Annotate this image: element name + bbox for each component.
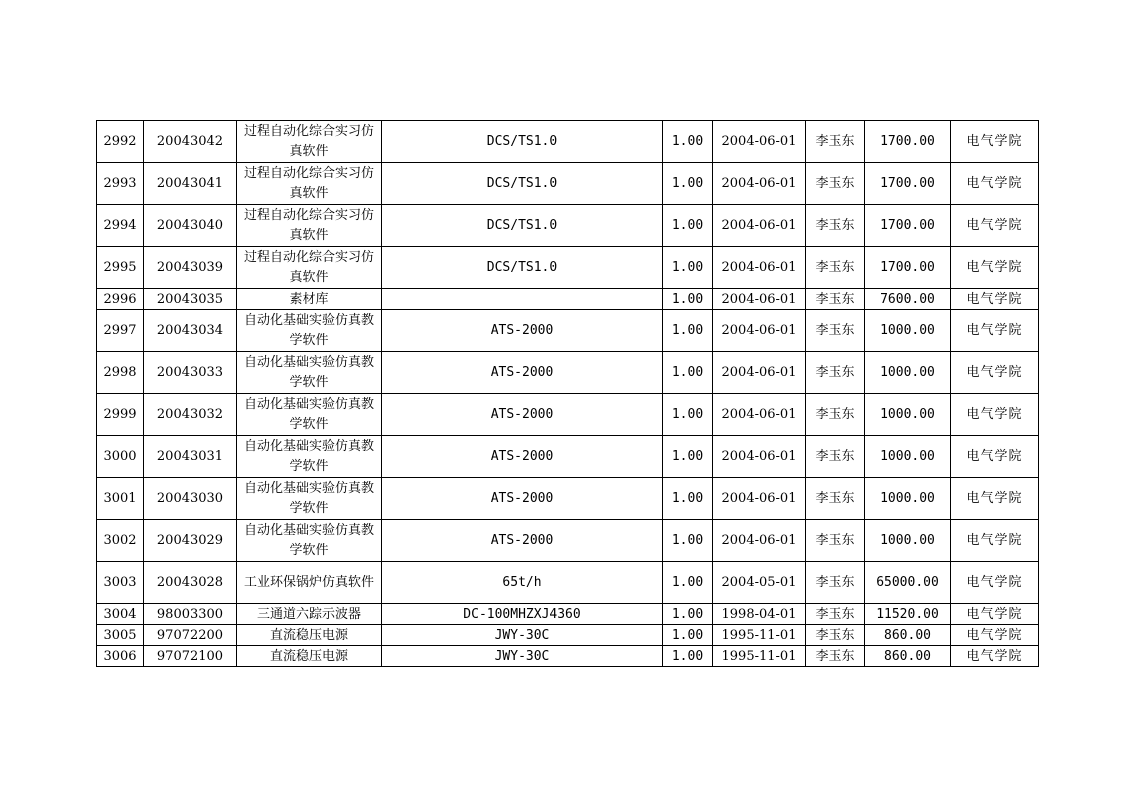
cell-serial-no: 2996 [97,289,144,310]
cell-asset-code: 20043034 [144,310,237,352]
cell-department: 电气学院 [951,394,1039,436]
cell-custodian: 李玉东 [806,520,865,562]
cell-price: 860.00 [865,625,951,646]
cell-department: 电气学院 [951,646,1039,667]
cell-quantity: 1.00 [663,163,713,205]
cell-model: DCS/TS1.0 [382,121,663,163]
cell-quantity: 1.00 [663,436,713,478]
cell-quantity: 1.00 [663,247,713,289]
cell-date: 2004-06-01 [713,163,806,205]
cell-asset-name: 自动化基础实验仿真教学软件 [237,520,382,562]
cell-price: 1700.00 [865,121,951,163]
table-body [97,121,1039,667]
table-row [97,163,1039,205]
table-row [97,646,1039,667]
cell-asset-code: 20043031 [144,436,237,478]
cell-department: 电气学院 [951,604,1039,625]
cell-serial-no: 2993 [97,163,144,205]
cell-asset-code: 97072100 [144,646,237,667]
cell-department: 电气学院 [951,562,1039,604]
cell-price: 1700.00 [865,163,951,205]
cell-model: ATS-2000 [382,478,663,520]
cell-asset-code: 20043041 [144,163,237,205]
cell-serial-no: 2997 [97,310,144,352]
cell-model: ATS-2000 [382,394,663,436]
cell-asset-name: 素材库 [237,289,382,310]
cell-date: 2004-06-01 [713,352,806,394]
cell-price: 1000.00 [865,310,951,352]
cell-date: 1998-04-01 [713,604,806,625]
cell-date: 2004-06-01 [713,478,806,520]
cell-model [382,289,663,310]
cell-price: 1000.00 [865,520,951,562]
table-row [97,205,1039,247]
cell-asset-code: 20043030 [144,478,237,520]
cell-price: 11520.00 [865,604,951,625]
cell-asset-code: 20043029 [144,520,237,562]
cell-asset-name: 自动化基础实验仿真教学软件 [237,352,382,394]
cell-custodian: 李玉东 [806,247,865,289]
cell-serial-no: 2998 [97,352,144,394]
cell-price: 1000.00 [865,478,951,520]
cell-department: 电气学院 [951,247,1039,289]
cell-department: 电气学院 [951,352,1039,394]
cell-model: ATS-2000 [382,520,663,562]
cell-model: JWY-30C [382,625,663,646]
table-row [97,247,1039,289]
cell-price: 860.00 [865,646,951,667]
cell-asset-name: 自动化基础实验仿真教学软件 [237,436,382,478]
cell-asset-name: 直流稳压电源 [237,646,382,667]
cell-asset-name: 自动化基础实验仿真教学软件 [237,478,382,520]
cell-date: 2004-05-01 [713,562,806,604]
cell-department: 电气学院 [951,205,1039,247]
cell-department: 电气学院 [951,625,1039,646]
cell-asset-name: 直流稳压电源 [237,625,382,646]
cell-department: 电气学院 [951,289,1039,310]
cell-serial-no: 3003 [97,562,144,604]
cell-custodian: 李玉东 [806,478,865,520]
cell-date: 2004-06-01 [713,310,806,352]
cell-serial-no: 2992 [97,121,144,163]
cell-price: 1000.00 [865,436,951,478]
cell-asset-name: 过程自动化综合实习仿真软件 [237,121,382,163]
cell-model: DCS/TS1.0 [382,163,663,205]
cell-model: ATS-2000 [382,310,663,352]
cell-serial-no: 3002 [97,520,144,562]
table-row [97,478,1039,520]
cell-price: 1000.00 [865,394,951,436]
cell-asset-code: 20043042 [144,121,237,163]
cell-serial-no: 3001 [97,478,144,520]
cell-asset-code: 20043032 [144,394,237,436]
cell-custodian: 李玉东 [806,436,865,478]
cell-custodian: 李玉东 [806,121,865,163]
table-row [97,436,1039,478]
cell-quantity: 1.00 [663,310,713,352]
cell-asset-name: 过程自动化综合实习仿真软件 [237,205,382,247]
cell-model: DC-100MHZXJ4360 [382,604,663,625]
cell-asset-code: 20043033 [144,352,237,394]
cell-asset-name: 自动化基础实验仿真教学软件 [237,394,382,436]
cell-department: 电气学院 [951,436,1039,478]
cell-date: 2004-06-01 [713,289,806,310]
cell-date: 2004-06-01 [713,121,806,163]
cell-custodian: 李玉东 [806,310,865,352]
cell-quantity: 1.00 [663,352,713,394]
cell-model: DCS/TS1.0 [382,205,663,247]
asset-list-page [96,120,1038,667]
table-row [97,352,1039,394]
cell-model: DCS/TS1.0 [382,247,663,289]
table-row [97,604,1039,625]
cell-custodian: 李玉东 [806,646,865,667]
cell-serial-no: 3005 [97,625,144,646]
cell-asset-name: 过程自动化综合实习仿真软件 [237,163,382,205]
cell-quantity: 1.00 [663,205,713,247]
cell-date: 2004-06-01 [713,247,806,289]
cell-department: 电气学院 [951,310,1039,352]
cell-quantity: 1.00 [663,646,713,667]
cell-serial-no: 3000 [97,436,144,478]
cell-price: 1700.00 [865,247,951,289]
cell-asset-code: 98003300 [144,604,237,625]
cell-asset-name: 三通道六踪示波器 [237,604,382,625]
cell-asset-code: 97072200 [144,625,237,646]
cell-quantity: 1.00 [663,625,713,646]
cell-custodian: 李玉东 [806,205,865,247]
cell-date: 2004-06-01 [713,436,806,478]
cell-serial-no: 3004 [97,604,144,625]
table-row [97,121,1039,163]
cell-custodian: 李玉东 [806,604,865,625]
table-row [97,310,1039,352]
cell-quantity: 1.00 [663,520,713,562]
cell-quantity: 1.00 [663,289,713,310]
cell-quantity: 1.00 [663,478,713,520]
table-row [97,625,1039,646]
cell-price: 1000.00 [865,352,951,394]
table-row [97,394,1039,436]
cell-serial-no: 2994 [97,205,144,247]
cell-serial-no: 2995 [97,247,144,289]
cell-custodian: 李玉东 [806,163,865,205]
table-row [97,289,1039,310]
cell-custodian: 李玉东 [806,352,865,394]
cell-asset-code: 20043039 [144,247,237,289]
cell-date: 2004-06-01 [713,205,806,247]
cell-model: ATS-2000 [382,352,663,394]
cell-quantity: 1.00 [663,604,713,625]
table-row [97,520,1039,562]
cell-model: 65t/h [382,562,663,604]
cell-department: 电气学院 [951,478,1039,520]
cell-price: 7600.00 [865,289,951,310]
cell-asset-name: 工业环保锅炉仿真软件 [237,562,382,604]
cell-quantity: 1.00 [663,121,713,163]
cell-quantity: 1.00 [663,562,713,604]
cell-model: ATS-2000 [382,436,663,478]
cell-price: 65000.00 [865,562,951,604]
cell-custodian: 李玉东 [806,394,865,436]
cell-date: 1995-11-01 [713,646,806,667]
cell-asset-code: 20043040 [144,205,237,247]
cell-department: 电气学院 [951,520,1039,562]
cell-date: 2004-06-01 [713,394,806,436]
cell-custodian: 李玉东 [806,562,865,604]
cell-asset-code: 20043035 [144,289,237,310]
cell-asset-name: 自动化基础实验仿真教学软件 [237,310,382,352]
cell-asset-name: 过程自动化综合实习仿真软件 [237,247,382,289]
cell-date: 1995-11-01 [713,625,806,646]
table-row [97,562,1039,604]
cell-custodian: 李玉东 [806,289,865,310]
cell-quantity: 1.00 [663,394,713,436]
cell-model: JWY-30C [382,646,663,667]
cell-price: 1700.00 [865,205,951,247]
cell-department: 电气学院 [951,163,1039,205]
cell-asset-code: 20043028 [144,562,237,604]
cell-serial-no: 3006 [97,646,144,667]
cell-department: 电气学院 [951,121,1039,163]
cell-serial-no: 2999 [97,394,144,436]
asset-table [96,120,1039,667]
cell-custodian: 李玉东 [806,625,865,646]
cell-date: 2004-06-01 [713,520,806,562]
